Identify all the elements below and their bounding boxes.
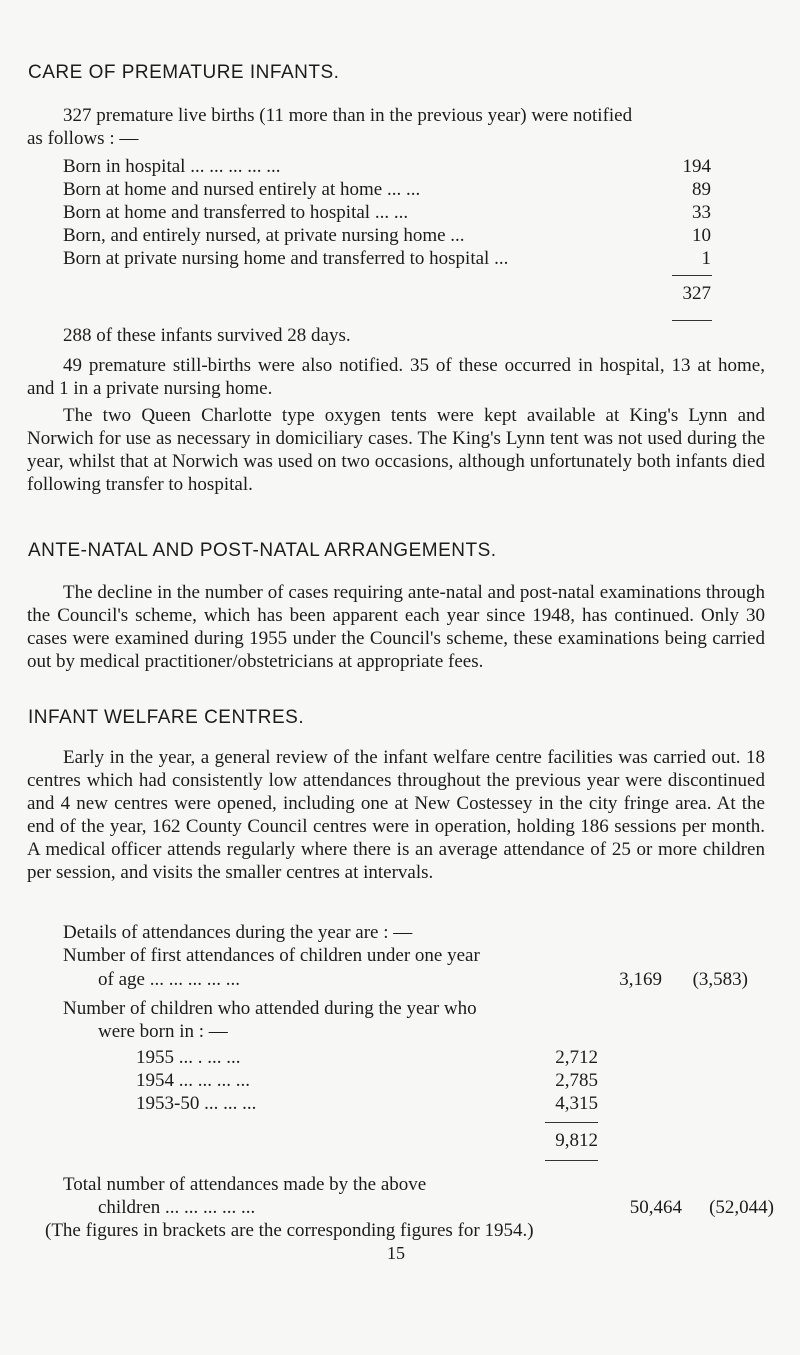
birth-row-value: 10	[692, 225, 711, 246]
years-total-rule	[545, 1160, 598, 1161]
survival-paragraph	[27, 324, 765, 347]
section-heading-infant-welfare: INFANT WELFARE CENTRES.	[28, 707, 305, 728]
attended-line-1: Number of children who attended during the year who	[63, 998, 477, 1019]
first-attendances-previous: (3,583)	[692, 969, 748, 990]
years-total: 9,812	[555, 1130, 598, 1151]
year-row-label: 1954 ... ... ... ...	[136, 1070, 250, 1091]
welfare-centres-text: Early in the year, a general review of the infant welfare centre facilities was carried out. 18 centres which had consistently low attendances throughout the previous year were discontinued and 4 new centres were opened, including one at New Costessey in the city fringe area. At the end of the year, 162 County Council centres were in operation, holding 186 sessions per month. A medical officer attends regularly where there is an average attendance of 25 or more children per session, and visits the smaller centres at intervals.	[27, 747, 765, 883]
year-row-value: 4,315	[555, 1093, 598, 1114]
total-attendances-value: 50,464	[629, 1197, 682, 1218]
birth-row-label: Born at home and transferred to hospital ... ...	[63, 202, 409, 223]
ante-natal-text: The decline in the number of cases requiring ante-natal and post-natal examinations through the Council's scheme, which has been apparent each year since 1948, has continued. Only 30 cases were examined during 1955 under the Council's scheme, these examinations being carried out by medical practitioner/obstetricians at appropriate fees.	[27, 582, 765, 672]
brackets-footnote: (The figures in brackets are the corresponding figures for 1954.)	[45, 1220, 534, 1241]
oxygen-tents-paragraph	[27, 404, 765, 496]
ante-natal-paragraph	[27, 581, 765, 673]
section-heading-ante-natal: ANTE-NATAL AND POST-NATAL ARRANGEMENTS.	[28, 540, 497, 561]
birth-row-label: Born in hospital ... ... ... ... ...	[63, 156, 281, 177]
total-attendances-line-2: children ... ... ... ... ...	[98, 1197, 256, 1218]
first-attendances-value: 3,169	[619, 969, 662, 990]
year-row-value: 2,712	[555, 1047, 598, 1068]
births-total: 327	[682, 283, 711, 304]
total-rule	[672, 320, 712, 321]
intro-line-1: 327 premature live births (11 more than in the previous year) were notified	[63, 105, 633, 126]
oxygen-tents-text: The two Queen Charlotte type oxygen tents were kept available at King's Lynn and Norwich for use as necessary in domiciliary cases. The King's Lynn tent was not used during the year, whilst that at Norwich was used on two occasions, although unfortunately both infants died following transfer to hospital.	[27, 405, 765, 495]
page-number: 15	[387, 1243, 405, 1263]
birth-row-label: Born at private nursing home and transferred to hospital ...	[63, 248, 509, 269]
welfare-centres-paragraph	[27, 746, 765, 884]
total-attendances-line-1: Total number of attendances made by the above	[63, 1174, 427, 1195]
birth-row-value: 89	[692, 179, 711, 200]
subtotal-rule	[672, 275, 712, 276]
stillbirths-text: 49 premature still-births were also notified. 35 of these occurred in hospital, 13 at home, and 1 in a private nursing home.	[27, 355, 765, 399]
first-attendances-line-2: of age ... ... ... ... ...	[98, 969, 240, 990]
intro-line-2: as follows : —	[27, 128, 139, 149]
attended-line-2: were born in : —	[98, 1021, 228, 1042]
stillbirths-paragraph	[27, 354, 765, 400]
survival-text: 288 of these infants survived 28 days.	[63, 325, 351, 346]
birth-row-label: Born at home and nursed entirely at home ... ...	[63, 179, 421, 200]
year-row-label: 1953-50 ... ... ...	[136, 1093, 257, 1114]
birth-row-value: 194	[682, 156, 711, 177]
first-attendances-line-1: Number of first attendances of children under one year	[63, 945, 480, 966]
birth-row-value: 1	[701, 248, 711, 269]
section-heading-premature-infants: CARE OF PREMATURE INFANTS.	[28, 62, 340, 83]
birth-row-label: Born, and entirely nursed, at private nursing home ...	[63, 225, 465, 246]
year-row-label: 1955 ... . ... ...	[136, 1047, 241, 1068]
year-row-value: 2,785	[555, 1070, 598, 1091]
years-subtotal-rule	[545, 1122, 598, 1123]
total-attendances-previous: (52,044)	[709, 1197, 774, 1218]
birth-row-value: 33	[692, 202, 711, 223]
details-intro: Details of attendances during the year are : —	[63, 922, 413, 943]
